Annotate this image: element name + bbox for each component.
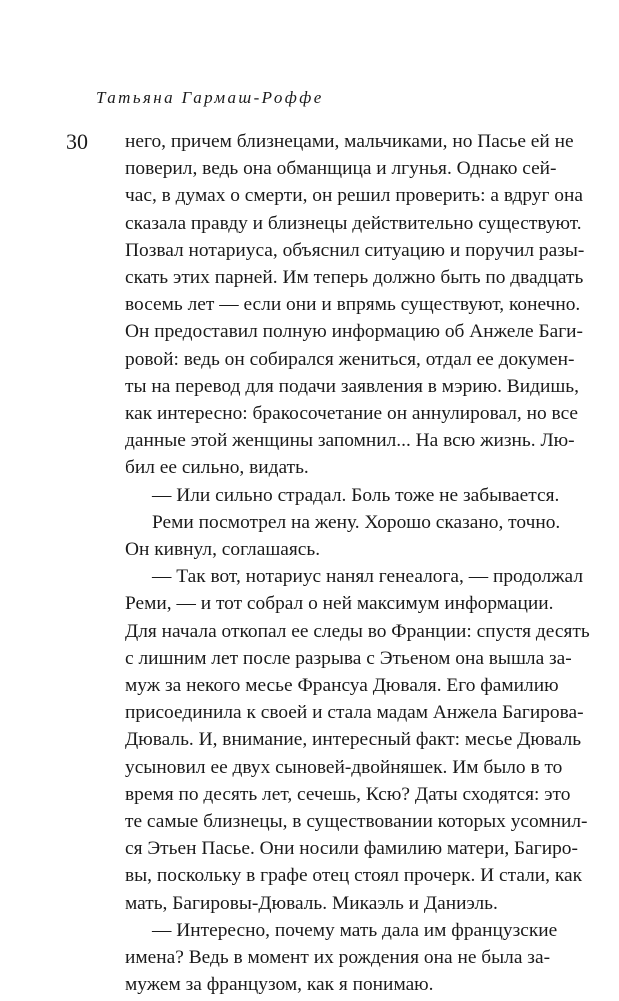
text-line: ровой: ведь он собирался жениться, отдал ее докумен-	[125, 348, 575, 370]
text-line: мать, Багировы-Дюваль. Микаэль и Даниэль.	[125, 892, 498, 914]
text-line: те самые близнецы, в существовании которых усомнил-	[125, 811, 588, 833]
page-text	[125, 128, 590, 999]
text-line: Он предоставил полную информацию об Анжеле Баги-	[125, 321, 584, 343]
text-line: данные этой женщины запомнил... На всю жизнь. Лю-	[125, 430, 575, 452]
text-line: имена? Ведь в момент их рождения она не была за-	[125, 947, 551, 969]
text-line: усыновил ее двух сыновей-двойняшек. Им было в то	[125, 756, 563, 778]
text-line: время по десять лет, сечешь, Ксю? Даты сходятся: это	[125, 783, 571, 805]
text-line: вы, поскольку в графе отец стоял прочерк. И стали, как	[125, 865, 583, 887]
text-line: муж за некого месье Франсуа Дюваля. Его фамилию	[125, 675, 559, 697]
text-line: ся Этьен Пасье. Они носили фамилию матери, Багиро-	[125, 838, 578, 860]
running-header: Татьяна Гармаш-Роффе	[96, 88, 324, 107]
text-line: присоединила к своей и стала мадам Анжела Багирова-	[125, 702, 584, 724]
text-line: мужем за французом, как я понимаю.	[125, 974, 434, 996]
text-line: Он кивнул, соглашаясь.	[125, 539, 321, 561]
text-line: ты на перевод для подачи заявления в мэрию. Видишь,	[125, 375, 579, 397]
page-number: 30	[66, 129, 88, 154]
text-line: сказала правду и близнецы действительно существуют.	[125, 212, 582, 234]
text-line: — Или сильно страдал. Боль тоже не забывается.	[152, 484, 560, 506]
text-line: Для начала откопал ее следы во Франции: спустя десять	[125, 620, 590, 642]
text-line: — Интересно, почему мать дала им французские	[152, 919, 558, 941]
text-line: — Так вот, нотариус нанял генеалога, — продолжал	[152, 566, 584, 588]
text-line: Дюваль. И, внимание, интересный факт: месье Дюваль	[125, 729, 582, 751]
text-line: восемь лет — если они и впрямь существуют, конечно.	[125, 294, 581, 316]
text-line: него, причем близнецами, мальчиками, но Пасье ей не	[125, 131, 574, 152]
text-line: поверил, ведь она обманщица и лгунья. Однако сей-	[125, 158, 557, 180]
text-line: Реми, — и тот собрал о ней максимум информации.	[125, 593, 554, 615]
text-line: бил ее сильно, видать.	[125, 457, 309, 479]
text-line: Реми посмотрел на жену. Хорошо сказано, точно.	[152, 511, 561, 533]
text-line: как интересно: бракосочетание он аннулировал, но все	[125, 403, 579, 425]
text-line: с лишним лет после разрыва с Этьеном она вышла за-	[125, 647, 572, 669]
text-line: час, в думах о смерти, он решил проверить: а вдруг она	[125, 185, 583, 207]
text-line: скать этих парней. Им теперь должно быть по двадцать	[125, 267, 584, 289]
text-line: Позвал нотариуса, объяснил ситуацию и поручил разы-	[125, 239, 585, 261]
